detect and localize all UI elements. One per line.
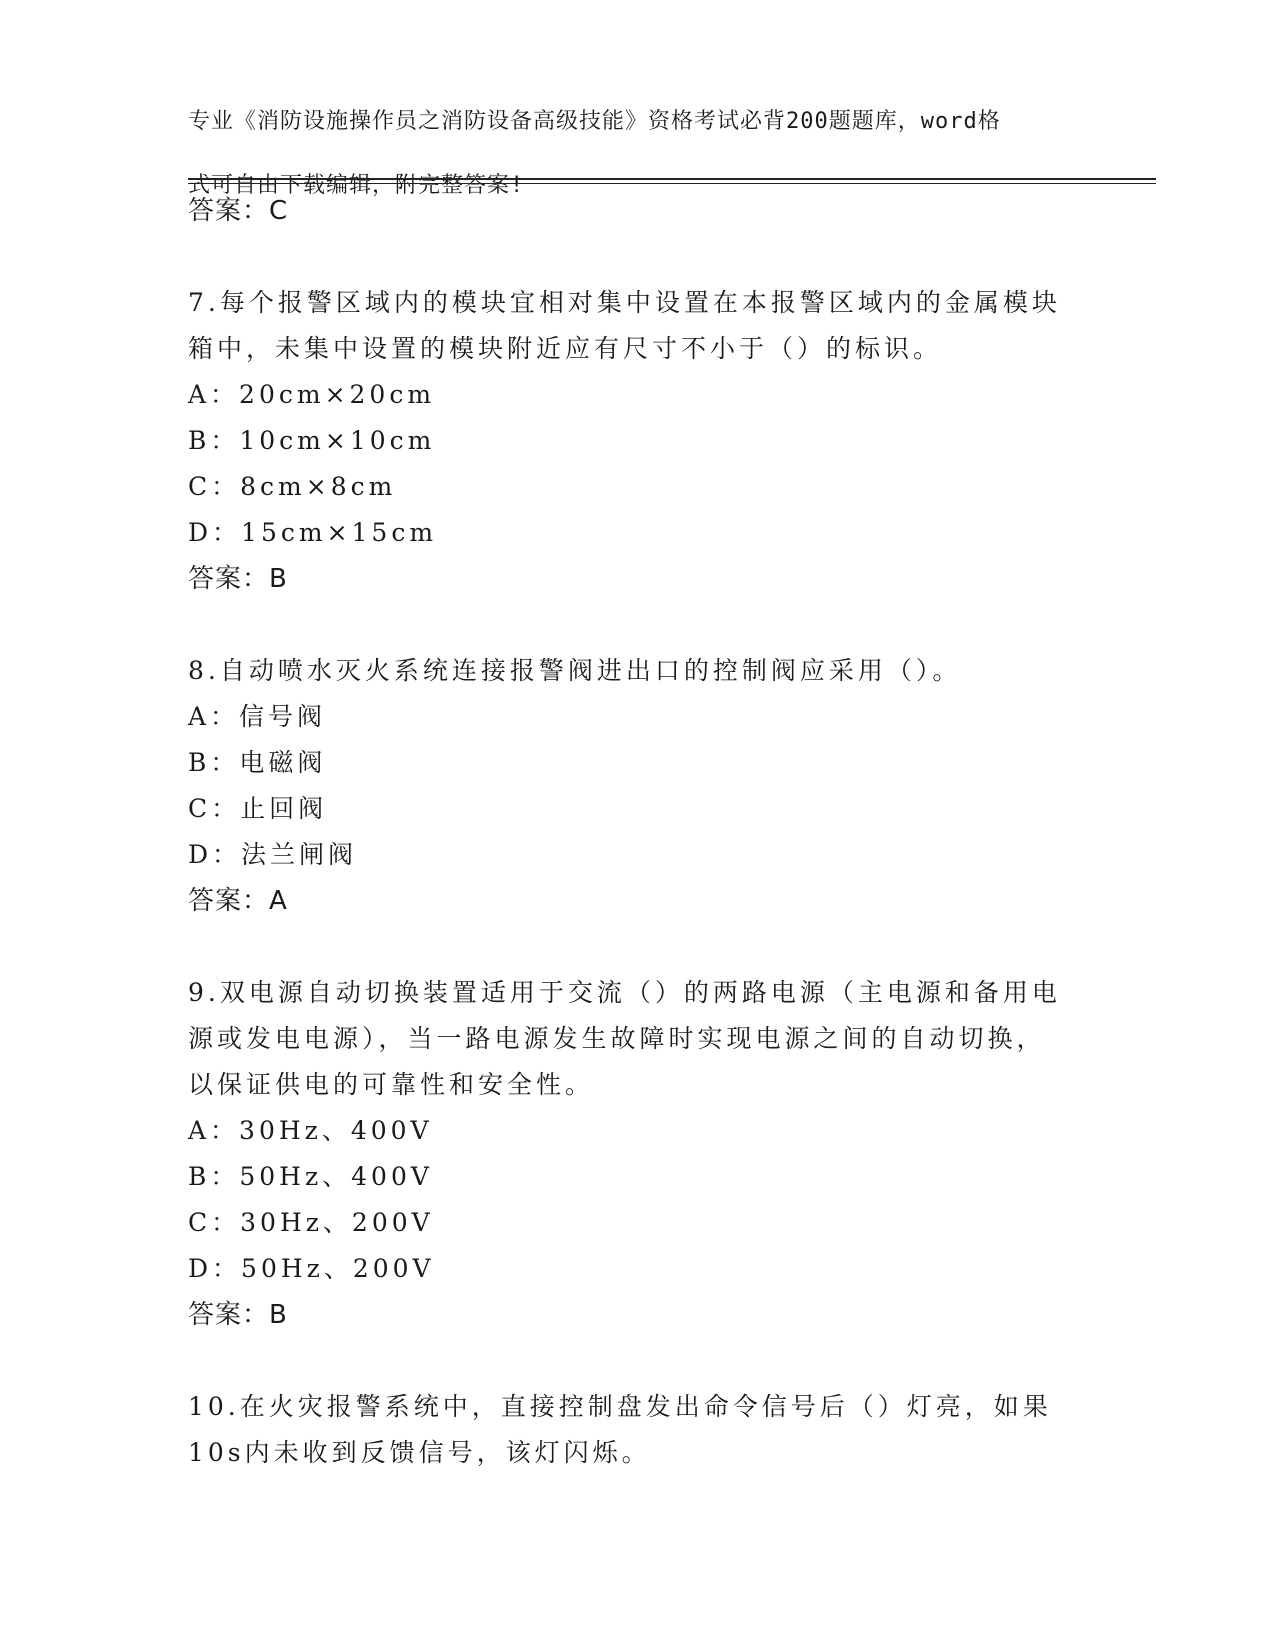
option-a: A：30Hz、400V: [188, 1116, 433, 1145]
question-text-line: 9.双电源自动切换装置适用于交流（）的两路电源（主电源和备用电: [188, 978, 1061, 1007]
question-text-line: 7.每个报警区域内的模块宜相对集中设置在本报警区域内的金属模块: [188, 288, 1061, 317]
option-b: B：电磁阀: [188, 748, 327, 777]
question-text-line: 源或发电电源），当一路电源发生故障时实现电源之间的自动切换，: [188, 1024, 1046, 1053]
header-line-2: 式可自由下载编辑，附完整答案!: [188, 173, 525, 198]
spacer: [188, 234, 1088, 280]
option-c: C：止回阀: [188, 794, 328, 823]
question-text-line: 8.自动喷水灭火系统连接报警阀进出口的控制阀应采用（）。: [188, 656, 962, 685]
option-c: C：30Hz、200V: [188, 1208, 434, 1237]
answer: 答案：B: [188, 564, 288, 594]
previous-answer: 答案：C: [188, 196, 289, 226]
question-text-line: 以保证供电的可靠性和安全性。: [188, 1070, 595, 1099]
option-b: B：10cm×10cm: [188, 426, 436, 455]
question-text-line: 箱中，未集中设置的模块附近应有尺寸不小于（）的标识。: [188, 334, 943, 363]
option-a: A：20cm×20cm: [188, 380, 436, 409]
option-b: B：50Hz、400V: [188, 1162, 433, 1191]
option-d: D：50Hz、200V: [188, 1254, 435, 1283]
header-divider-thin: [188, 183, 1156, 184]
answer: 答案：A: [188, 886, 288, 916]
question-text-line: 10s内未收到反馈信号，该灯闪烁。: [188, 1438, 651, 1467]
spacer: [188, 924, 1088, 970]
option-d: D：法兰闸阀: [188, 840, 358, 869]
header-divider-thick: [188, 178, 1156, 180]
question-7: [188, 280, 1088, 602]
option-c: C：8cm×8cm: [188, 472, 397, 501]
answer: 答案：B: [188, 1300, 288, 1330]
question-8: [188, 648, 1088, 924]
question-9: [188, 970, 1088, 1338]
question-10: [188, 1384, 1088, 1476]
option-a: A：信号阀: [188, 702, 327, 731]
question-text-line: 10.在火灾报警系统中，直接控制盘发出命令信号后（）灯亮，如果: [188, 1392, 1052, 1421]
spacer: [188, 1338, 1088, 1384]
spacer: [188, 602, 1088, 648]
document-body: [188, 188, 1088, 1476]
option-d: D：15cm×15cm: [188, 518, 438, 547]
header-line-1: 专业《消防设施操作员之消防设备高级技能》资格考试必背200题题库，word格: [188, 109, 1001, 134]
